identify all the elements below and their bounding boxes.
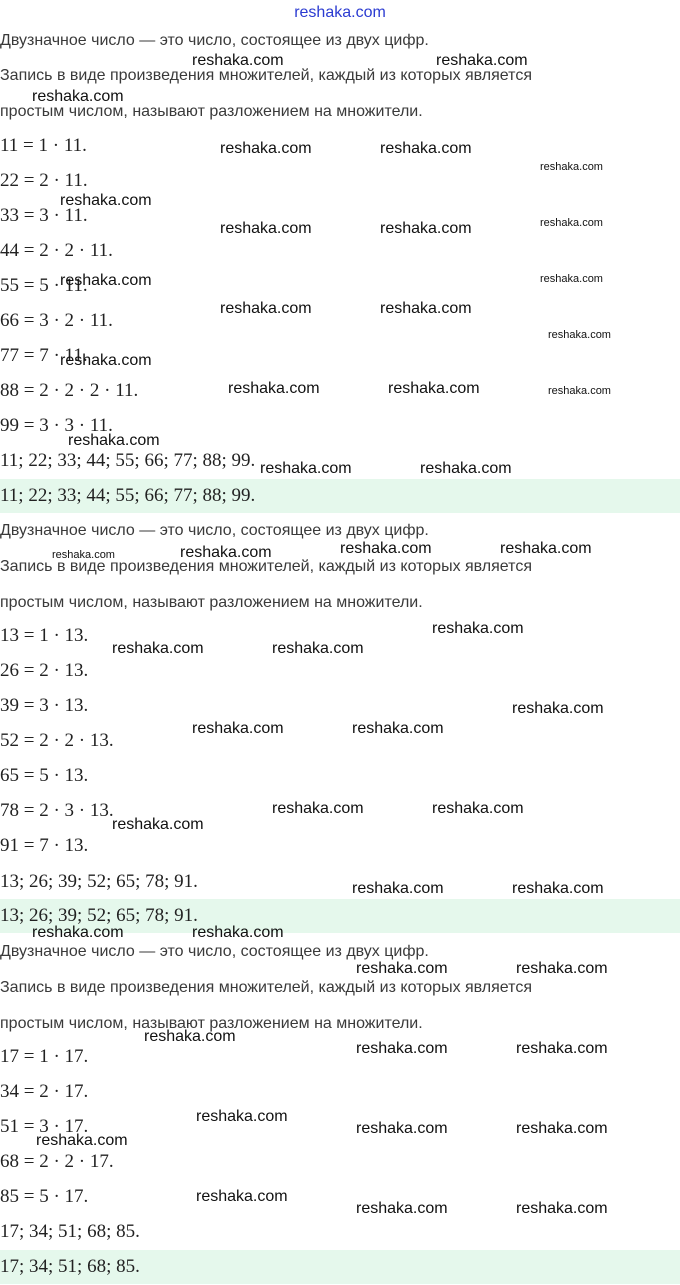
watermark: reshaka.com [512,880,604,897]
watermark: reshaka.com [512,700,604,717]
answer-text: 11; 22; 33; 44; 55; 66; 77; 88; 99. [0,485,256,506]
answer-block [0,899,680,933]
watermark: reshaka.com [60,352,152,369]
site-header [0,0,680,26]
watermark: reshaka.com [516,960,608,977]
definition-line: Двузначное число — это число, состоящее из двух цифр. [0,522,429,539]
watermark: reshaka.com [36,1132,128,1149]
watermark: reshaka.com [356,960,448,977]
watermark: reshaka.com [196,1108,288,1125]
watermark: reshaka.com [192,52,284,69]
watermark: reshaka.com [388,380,480,397]
watermark: reshaka.com [220,140,312,157]
watermark: reshaka.com [516,1120,608,1137]
factorization-line: 51 = 3 · 17. [0,1116,89,1137]
watermark: reshaka.com [272,800,364,817]
numbers-list: 13; 26; 39; 52; 65; 78; 91. [0,871,198,892]
watermark: reshaka.com [220,220,312,237]
factorization-line: 34 = 2 · 17. [0,1081,89,1102]
factorization-line: 99 = 3 · 3 · 11. [0,415,113,436]
watermark: reshaka.com [260,460,352,477]
answer-block [0,479,680,513]
watermark: reshaka.com [112,640,204,657]
factorization-line: 52 = 2 · 2 · 13. [0,730,114,751]
factorization-line: 33 = 3 · 11. [0,205,88,226]
factorization-line: 22 = 2 · 11. [0,170,88,191]
definition-line: простым числом, называют разложением на множители. [0,594,423,611]
factorization-line: 91 = 7 · 13. [0,835,89,856]
watermark: reshaka.com [272,640,364,657]
watermark: reshaka.com [60,272,152,289]
watermark: reshaka.com [500,540,592,557]
watermark: reshaka.com [380,140,472,157]
watermark: reshaka.com [540,161,603,173]
watermark: reshaka.com [540,273,603,285]
definition-line: Запись в виде произведения множителей, каждый из которых является [0,979,532,996]
watermark: reshaka.com [380,300,472,317]
definition-line: простым числом, называют разложением на множители. [0,1015,423,1032]
factorization-line: 68 = 2 · 2 · 17. [0,1151,114,1172]
factorization-line: 13 = 1 · 13. [0,625,89,646]
answer-text: 17; 34; 51; 68; 85. [0,1256,140,1277]
factorization-line: 65 = 5 · 13. [0,765,89,786]
definition-line: Двузначное число — это число, состоящее из двух цифр. [0,943,429,960]
factorization-line: 11 = 1 · 11. [0,135,87,156]
watermark: reshaka.com [340,540,432,557]
definition-line: Запись в виде произведения множителей, каждый из которых является [0,67,532,84]
watermark: reshaka.com [228,380,320,397]
watermark: reshaka.com [352,880,444,897]
watermark: reshaka.com [516,1040,608,1057]
watermark: reshaka.com [192,924,284,941]
watermark: reshaka.com [144,1028,236,1045]
watermark: reshaka.com [432,620,524,637]
answer-block [0,1250,680,1284]
factorization-line: 78 = 2 · 3 · 13. [0,800,114,821]
watermark: reshaka.com [356,1120,448,1137]
factorization-line: 44 = 2 · 2 · 11. [0,240,113,261]
watermark: reshaka.com [32,924,124,941]
watermark: reshaka.com [52,549,115,561]
watermark: reshaka.com [196,1188,288,1205]
watermark: reshaka.com [60,192,152,209]
watermark: reshaka.com [548,329,611,341]
watermark: reshaka.com [516,1200,608,1217]
watermark: reshaka.com [380,220,472,237]
watermark: reshaka.com [68,432,160,449]
watermark: reshaka.com [180,544,272,561]
factorization-line: 88 = 2 · 2 · 2 · 11. [0,380,139,401]
watermark: reshaka.com [192,720,284,737]
answer-text: 13; 26; 39; 52; 65; 78; 91. [0,905,198,926]
watermark: reshaka.com [220,300,312,317]
factorization-line: 17 = 1 · 17. [0,1046,89,1067]
watermark: reshaka.com [432,800,524,817]
watermark: reshaka.com [356,1200,448,1217]
watermark: reshaka.com [112,816,204,833]
watermark: reshaka.com [420,460,512,477]
factorization-line: 77 = 7 · 11. [0,345,88,366]
definition-line: Запись в виде произведения множителей, каждый из которых является [0,558,532,575]
numbers-list: 11; 22; 33; 44; 55; 66; 77; 88; 99. [0,450,256,471]
definition-line: простым числом, называют разложением на множители. [0,103,423,120]
factorization-line: 55 = 5 · 11. [0,275,88,296]
factorization-line: 66 = 3 · 2 · 11. [0,310,113,331]
watermark: reshaka.com [352,720,444,737]
numbers-list: 17; 34; 51; 68; 85. [0,1221,140,1242]
factorization-line: 85 = 5 · 17. [0,1186,89,1207]
factorization-line: 39 = 3 · 13. [0,695,89,716]
watermark: reshaka.com [32,88,124,105]
watermark: reshaka.com [436,52,528,69]
watermark: reshaka.com [540,217,603,229]
site-link[interactable]: reshaka.com [294,4,386,21]
watermark: reshaka.com [356,1040,448,1057]
factorization-line: 26 = 2 · 13. [0,660,89,681]
watermark: reshaka.com [548,385,611,397]
definition-line: Двузначное число — это число, состоящее из двух цифр. [0,32,429,49]
